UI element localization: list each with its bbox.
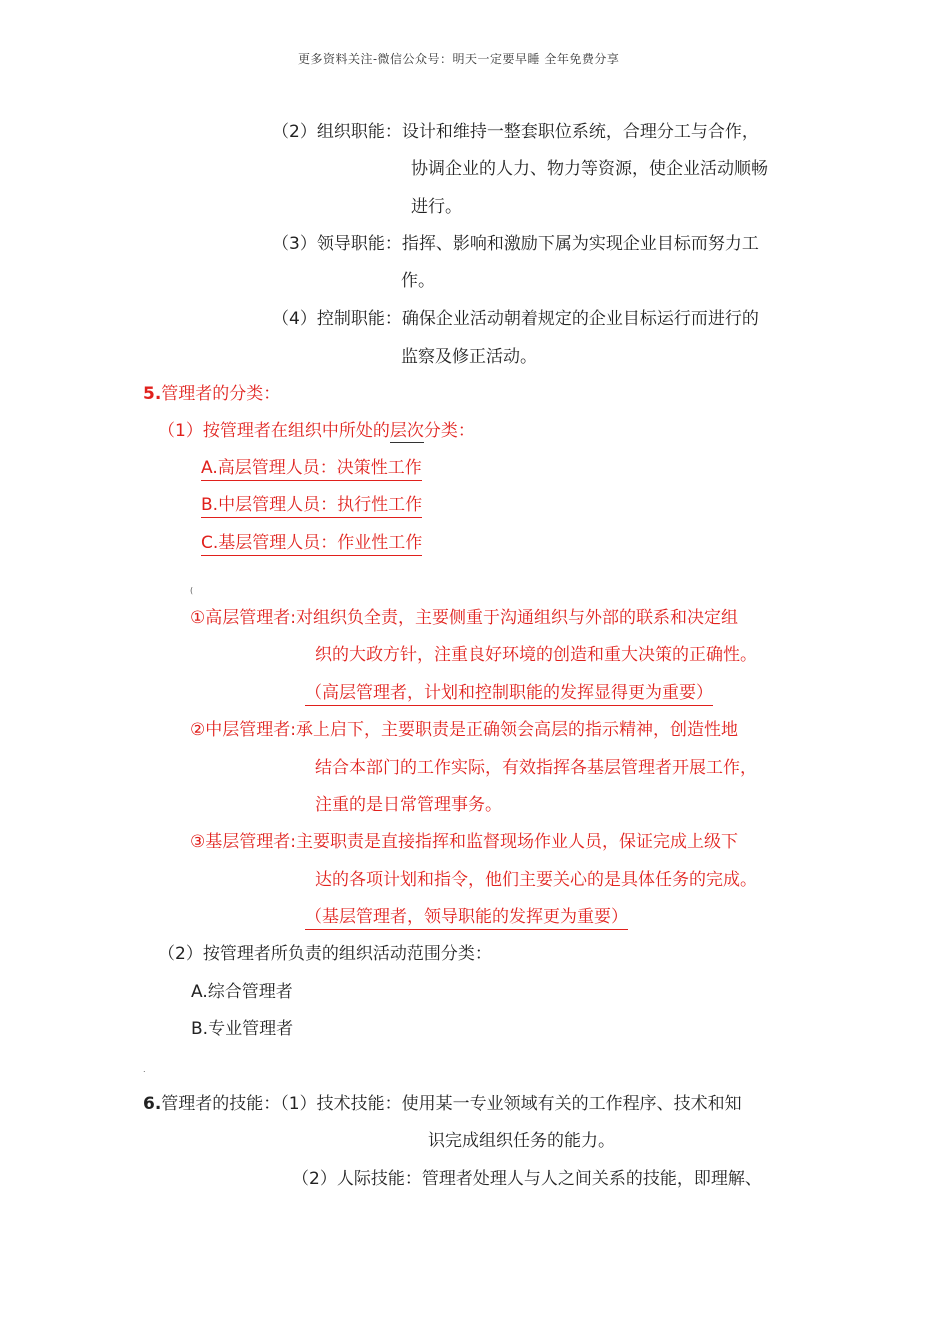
manager-type-top <box>201 457 422 479</box>
organizing-function-line-3: 进行。 <box>411 197 462 217</box>
page-header: 更多资料关注-微信公众号：明天一定要早睡 全年免费分享 <box>298 52 620 66</box>
base-manager-note <box>305 906 628 928</box>
classification-by-scope: （2）按管理者所负责的组织活动范围分类： <box>158 944 492 964</box>
manager-type-middle <box>201 494 422 516</box>
classification-by-level-keyword: 层次 <box>389 421 424 441</box>
base-manager-note-text: （基层管理者，领导职能的发挥更为重要） <box>305 907 628 930</box>
top-manager-note-text: （高层管理者，计划和控制职能的发挥显得更为重要） <box>305 683 713 706</box>
section-6-line-2: 识完成组织任务的能力。 <box>428 1131 615 1151</box>
manager-type-top-text: A.高层管理人员：决策性工作 <box>201 458 422 481</box>
middle-manager-line-3: 注重的是日常管理事务。 <box>315 795 502 815</box>
section-6-line-1 <box>143 1093 742 1115</box>
organizing-function-line-1: （2）组织职能：设计和维持一整套职位系统，合理分工与合作， <box>272 122 759 142</box>
section-5-heading <box>143 383 280 405</box>
scope-general-manager: A.综合管理者 <box>191 982 293 1002</box>
dot-mark: . <box>143 1065 146 1074</box>
section-5-title: 管理者的分类： <box>161 384 281 404</box>
section-6-text: 管理者的技能：（1）技术技能：使用某一专业领域有关的工作程序、技术和知 <box>161 1094 742 1114</box>
top-manager-line-1: ①高层管理者:对组织负全责，主要侧重于沟通组织与外部的联系和决定组 <box>190 608 738 628</box>
middle-manager-line-2: 结合本部门的工作实际，有效指挥各基层管理者开展工作， <box>315 758 757 778</box>
scope-specialist-manager: B.专业管理者 <box>191 1019 294 1039</box>
manager-type-base-text: C.基层管理人员：作业性工作 <box>201 533 422 556</box>
top-manager-line-2: 织的大政方针，注重良好环境的创造和重大决策的正确性。 <box>315 645 757 665</box>
middle-manager-line-1: ②中层管理者:承上启下，主要职责是正确领会高层的指示精神，创造性地 <box>190 720 738 740</box>
base-manager-line-2: 达的各项计划和指令，他们主要关心的是具体任务的完成。 <box>315 870 757 890</box>
section-6-number: 6. <box>143 1094 162 1114</box>
section-5-number: 5. <box>143 384 162 404</box>
leading-function-line-2: 作。 <box>401 271 435 291</box>
top-manager-note <box>305 682 713 704</box>
manager-type-base <box>201 532 422 554</box>
classification-by-level-prefix: （1）按管理者在组织中所处的 <box>158 421 390 441</box>
controlling-function-line-1: （4）控制职能：确保企业活动朝着规定的企业目标运行而进行的 <box>272 309 759 329</box>
classification-by-level-suffix: 分类： <box>423 421 475 441</box>
stray-mark: ( <box>190 586 194 595</box>
section-6-line-3: （2）人际技能：管理者处理人与人之间关系的技能，即理解、 <box>292 1169 762 1189</box>
leading-function-line-1: （3）领导职能：指挥、影响和激励下属为实现企业目标而努力工 <box>272 234 759 254</box>
base-manager-line-1: ③基层管理者:主要职责是直接指挥和监督现场作业人员，保证完成上级下 <box>190 832 738 852</box>
controlling-function-line-2: 监察及修正活动。 <box>401 347 537 367</box>
manager-type-middle-text: B.中层管理人员：执行性工作 <box>201 495 422 518</box>
organizing-function-line-2: 协调企业的人力、物力等资源，使企业活动顺畅 <box>411 159 768 179</box>
classification-by-level <box>158 420 475 442</box>
